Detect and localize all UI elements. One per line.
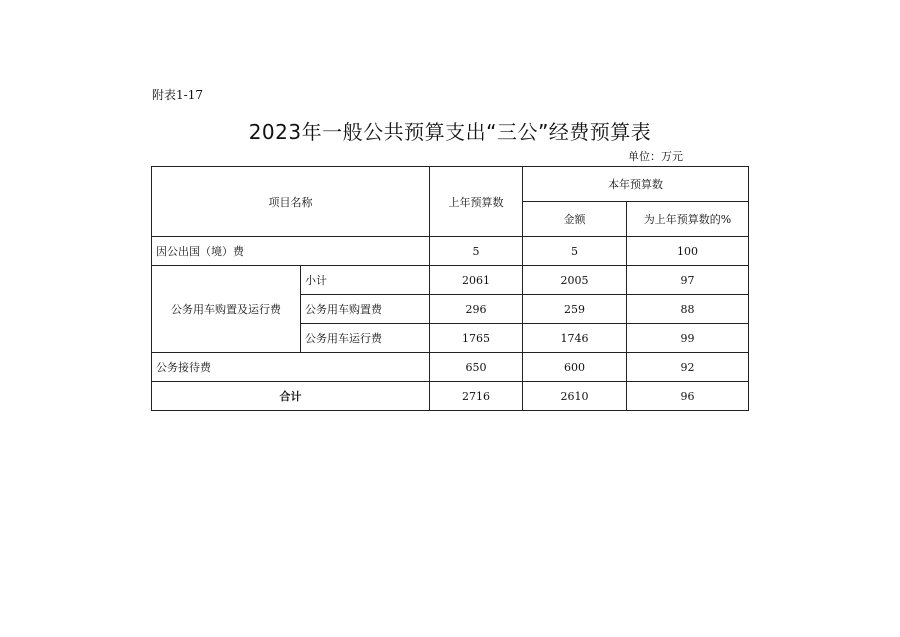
pct-value: 100 <box>627 237 749 266</box>
header-amount: 金额 <box>523 202 627 237</box>
pct-value: 92 <box>627 353 749 382</box>
amount-value: 1746 <box>523 324 627 353</box>
prev-value: 2716 <box>430 382 523 411</box>
prev-value: 2061 <box>430 266 523 295</box>
budget-table <box>151 166 749 411</box>
amount-value: 5 <box>523 237 627 266</box>
table-row <box>152 353 749 382</box>
prev-value: 5 <box>430 237 523 266</box>
amount-value: 2005 <box>523 266 627 295</box>
vehicle-group-label: 公务用车购置及运行费 <box>152 266 301 353</box>
pct-value: 88 <box>627 295 749 324</box>
header-this-year: 本年预算数 <box>523 167 749 202</box>
pct-value: 96 <box>627 382 749 411</box>
table-header-row <box>152 167 749 202</box>
header-pct: 为上年预算数的% <box>627 202 749 237</box>
row-label: 小计 <box>301 266 430 295</box>
row-label: 公务接待费 <box>152 353 430 382</box>
page-title: 2023年一般公共预算支出“三公”经费预算表 <box>248 120 652 144</box>
prev-value: 296 <box>430 295 523 324</box>
header-prev-year: 上年预算数 <box>430 167 523 237</box>
header-item-name: 项目名称 <box>152 167 430 237</box>
row-label: 公务用车运行费 <box>301 324 430 353</box>
amount-value: 600 <box>523 353 627 382</box>
table-row <box>152 237 749 266</box>
row-label: 公务用车购置费 <box>301 295 430 324</box>
annex-label: 附表1-17 <box>152 88 203 102</box>
amount-value: 259 <box>523 295 627 324</box>
prev-value: 1765 <box>430 324 523 353</box>
unit-label: 单位：万元 <box>628 150 683 163</box>
prev-value: 650 <box>430 353 523 382</box>
table-row <box>152 266 749 295</box>
pct-value: 97 <box>627 266 749 295</box>
row-label: 因公出国（境）费 <box>152 237 430 266</box>
total-row <box>152 382 749 411</box>
total-label: 合计 <box>152 382 430 411</box>
amount-value: 2610 <box>523 382 627 411</box>
pct-value: 99 <box>627 324 749 353</box>
